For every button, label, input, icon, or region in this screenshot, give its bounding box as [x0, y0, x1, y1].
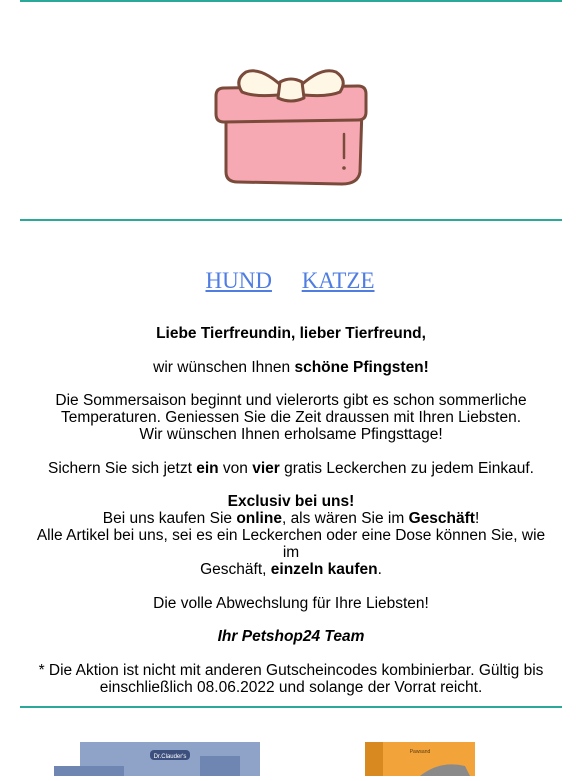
product-image-right[interactable]	[365, 742, 475, 776]
gift-box-icon	[212, 64, 370, 192]
divider-after-gift	[20, 219, 562, 221]
divider-before-products	[20, 706, 562, 708]
product-row	[0, 736, 580, 776]
variety-text: Die volle Abwechslung für Ihre Liebsten!	[153, 594, 429, 612]
product-brand-left: Dr.Clauder's	[153, 754, 187, 760]
product-image-left[interactable]	[54, 742, 260, 776]
signature: Ihr Petshop24 Team	[217, 628, 365, 645]
category-nav	[0, 268, 580, 294]
greeting: Liebe Tierfreundin, lieber Tierfreund,	[156, 325, 426, 342]
exclusive-block: Exclusiv bei uns! Bei uns kaufen Sie online, als wären Sie im Geschäft! Alle Artikel bei uns, sei es ein Leckerchen oder eine Dose können Sie, wie im Geschäft, einzeln kaufen.	[36, 493, 546, 578]
nav-link-katze[interactable]: KATZE	[301, 268, 375, 293]
season-text: Die Sommersaison beginnt und vielerorts gibt es schon sommerliche Temperaturen. Geniessen Sie die Zeit draussen mit Ihren Liebsten. Wir wünschen Ihnen erholsame Pfingsttage!	[55, 392, 527, 443]
exclusive-heading: Exclusiv bei uns!	[227, 493, 355, 510]
product-brand-right: Pawsand	[409, 749, 431, 755]
offer-text: Sichern Sie sich jetzt ein von vier gratis Leckerchen zu jedem Einkauf.	[48, 459, 534, 477]
divider-top	[20, 0, 562, 2]
disclaimer: * Die Aktion ist nicht mit anderen Gutscheincodes kombinierbar. Gültig bis einschließlich 08.06.2022 und solange der Vorrat reicht.	[38, 661, 544, 696]
product-images	[0, 736, 580, 776]
pfingsten-wish: wir wünschen Ihnen schöne Pfingsten!	[153, 358, 429, 376]
newsletter-body	[30, 325, 552, 712]
nav-link-hund[interactable]: HUND	[205, 268, 272, 293]
